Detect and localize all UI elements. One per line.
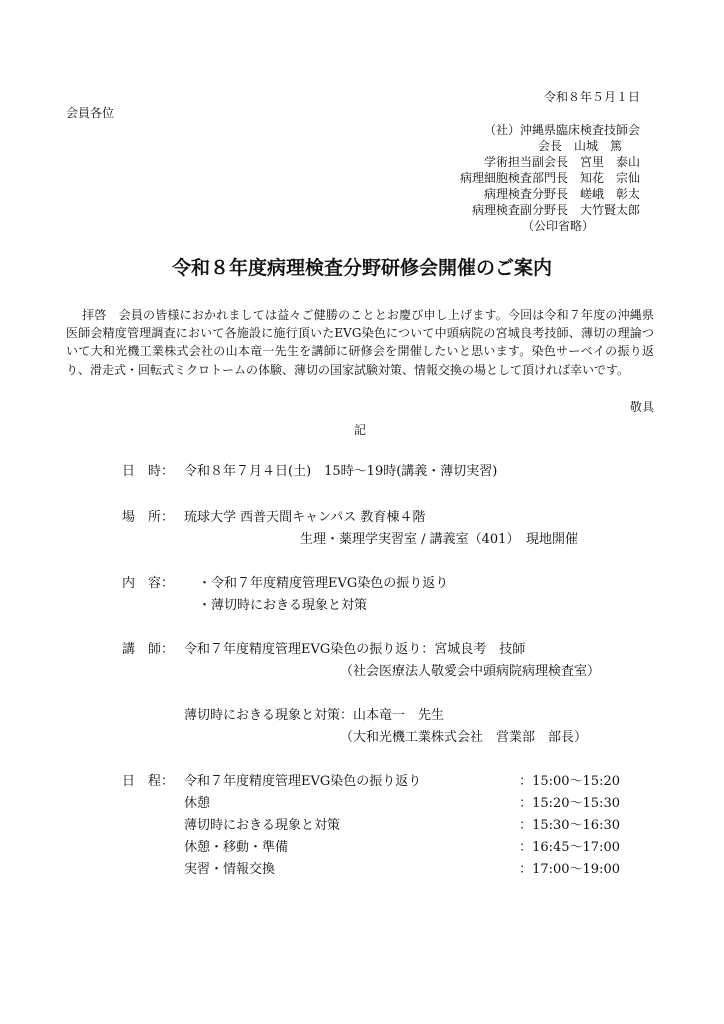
body-paragraph <box>66 306 654 379</box>
datetime-label: 日 時： <box>122 464 175 479</box>
page-title: 令和８年度病理検査分野研修会開催のご案内 <box>171 257 552 279</box>
ki-marker: 記 <box>354 423 367 437</box>
place-line-2: 生理・薬理学実習室 / 講義室（401） 現地開催 <box>300 532 578 547</box>
recipient: 会員各位 <box>66 106 115 120</box>
schedule-time-5: ：17:00～19:00 <box>519 862 620 877</box>
datetime-value: 令和８年７月４日(土) 15時～19時(講義・薄切実習) <box>184 464 498 479</box>
sender-organization: （社）沖縄県臨床検査技師会 <box>483 123 640 137</box>
document-date: 令和８年５月１日 <box>543 90 640 104</box>
place-line-1: 琉球大学 西普天間キャンパス 教育棟４階 <box>184 510 426 525</box>
content-item-1: ・令和７年度精度管理EVG染色の振り返り <box>198 576 449 591</box>
content-item-2: ・薄切時におきる現象と対策 <box>198 598 368 613</box>
schedule-time-2: ：15:20～15:30 <box>519 796 620 811</box>
sender-vice-president: 学術担当副会長 宮里 泰山 <box>483 155 640 169</box>
schedule-item-1: 令和７年度精度管理EVG染色の振り返り <box>184 774 422 789</box>
lecturer-2-affiliation: （大和光機工業株式会社 営業部 部長） <box>340 730 588 745</box>
content-label: 内 容： <box>122 576 175 591</box>
body-text: 拝啓 会員の皆様におかれましては益々ご健勝のこととお慶び申し上げます。今回は令和７年度の沖縄県医師会精度管理調査において各施設に施行頂いたEVG染色について中頭病院の宮城良考技師、薄切の理論ついて大和光機工業株式会社の山本竜一先生を講師に研修会を開催したいと思います。染色サーベイの振り返り、滑走式・回転式ミクロトームの体験、薄切の国家試験対策、情報交換の場として頂ければ幸いです。 <box>66 308 655 377</box>
sender-deputy-division-head: 病理検査副分野長 大竹賢太郎 <box>471 203 640 217</box>
body-indent <box>66 308 82 322</box>
schedule-label: 日 程： <box>122 774 175 789</box>
schedule-item-5: 実習・情報交換 <box>184 862 276 877</box>
lecturer-2-line: 薄切時におきる現象と対策：山本竜一 先生 <box>184 708 445 723</box>
sender-department-head: 病理細胞検査部門長 知花 宗仙 <box>459 171 640 185</box>
schedule-item-2: 休憩 <box>184 796 211 811</box>
schedule-time-3: ：15:30～16:30 <box>519 818 620 833</box>
schedule-item-3: 薄切時におきる現象と対策 <box>184 818 341 833</box>
schedule-time-1: ：15:00～15:20 <box>519 774 620 789</box>
schedule-item-4: 休憩・移動・準備 <box>184 840 289 855</box>
lecturer-1-affiliation: （社会医療法人敬愛会中頭病院病理検査室） <box>340 664 601 679</box>
schedule-time-4: ：16:45～17:00 <box>519 840 620 855</box>
closing-keigu: 敬具 <box>629 400 654 414</box>
sender-division-head: 病理検査分野長 嵯峨 彰太 <box>483 187 640 201</box>
lecturer-1-line: 令和７年度精度管理EVG染色の振り返り：宮城良考 技師 <box>184 642 526 657</box>
sender-president: 会長 山城 篤 <box>537 139 622 153</box>
lecturer-label: 講 師： <box>122 642 175 657</box>
seal-omitted-note: （公印省略） <box>521 219 594 233</box>
place-label: 場 所： <box>122 510 175 525</box>
